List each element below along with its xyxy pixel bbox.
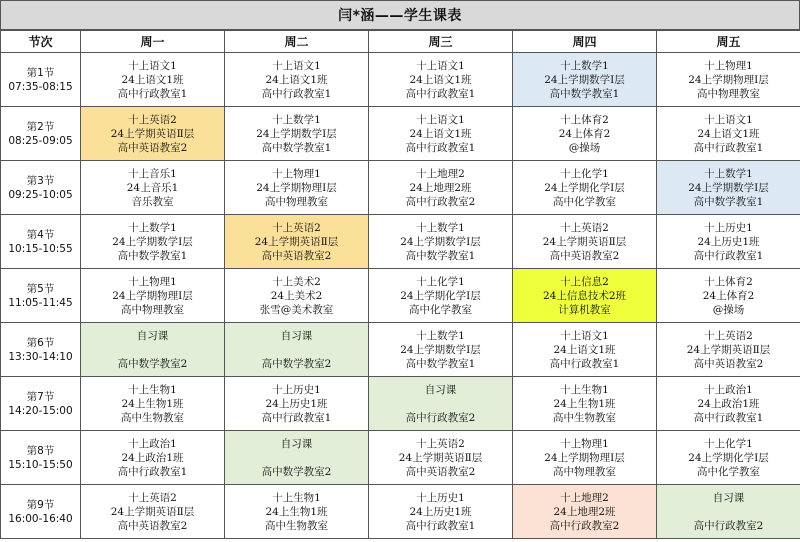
class-cell-wednesday <box>369 431 513 485</box>
period-time: 08:25-09:05 <box>8 134 73 147</box>
class-cell-friday <box>657 215 800 269</box>
header-friday: 周五 <box>657 31 800 53</box>
class-group: 24上学期英语Ⅱ层 <box>542 235 627 248</box>
class-cell-tuesday <box>225 215 369 269</box>
course-name: 十上数学1 <box>416 329 465 342</box>
classroom: 高中行政教室1 <box>549 357 620 370</box>
classroom: 高中行政教室1 <box>405 519 476 532</box>
classroom: 高中化学教室 <box>553 195 616 208</box>
classroom: 高中物理教室 <box>265 195 328 208</box>
class-cell-monday <box>81 269 225 323</box>
course-name: 自习课 <box>280 330 313 342</box>
course-name: 十上语文1 <box>416 59 465 72</box>
classroom: 高中行政教室1 <box>405 141 476 154</box>
class-group: 24上生物1班 <box>265 505 328 518</box>
classroom: 高中数学教室1 <box>405 249 476 262</box>
course-name: 十上美术2 <box>272 275 321 288</box>
class-group: 24上体育2 <box>702 289 755 302</box>
class-group: 24上学期数学Ⅰ层 <box>400 343 481 356</box>
class-cell-tuesday <box>225 269 369 323</box>
class-cell-tuesday <box>225 431 369 485</box>
course-name: 十上语文1 <box>272 59 321 72</box>
classroom: 高中行政教室1 <box>261 411 332 424</box>
classroom: 高中数学教室2 <box>261 466 332 478</box>
table-row <box>1 323 800 377</box>
class-group: 24上体育2 <box>558 127 611 140</box>
course-name: 十上化学1 <box>560 167 609 180</box>
class-cell-friday <box>657 107 800 161</box>
class-group: 24上美术2 <box>270 289 323 302</box>
class-group: 24上历史1班 <box>409 505 472 518</box>
period-cell <box>1 161 81 215</box>
class-cell-wednesday <box>369 53 513 107</box>
course-name: 十上体育2 <box>560 113 609 126</box>
course-name: 十上物理1 <box>560 437 609 450</box>
classroom: 高中化学教室 <box>409 303 472 316</box>
class-group <box>657 505 800 519</box>
header-row <box>1 31 800 53</box>
period-cell <box>1 431 81 485</box>
class-group: 24上语文1班 <box>265 73 328 86</box>
class-cell-wednesday <box>369 323 513 377</box>
course-name: 十上英语2 <box>704 329 753 342</box>
classroom: 计算机教室 <box>558 303 611 316</box>
course-name: 十上数学1 <box>560 59 609 72</box>
header-wednesday: 周三 <box>369 31 513 53</box>
header-monday: 周一 <box>81 31 225 53</box>
class-group: 24上语文1班 <box>553 343 616 356</box>
classroom: 高中数学教室1 <box>405 357 476 370</box>
course-name: 十上英语2 <box>416 437 465 450</box>
course-name: 十上语文1 <box>704 113 753 126</box>
course-name: 十上数学1 <box>272 113 321 126</box>
class-cell-wednesday <box>369 269 513 323</box>
course-name: 十上历史1 <box>704 221 753 234</box>
classroom: 高中行政教室1 <box>693 141 764 154</box>
class-group: 24上学期物理Ⅰ层 <box>544 451 625 464</box>
class-cell-monday <box>81 107 225 161</box>
period-time: 10:15-10:55 <box>8 242 73 255</box>
class-cell-friday <box>657 53 800 107</box>
classroom: 高中数学教室1 <box>261 141 332 154</box>
classroom: 高中数学教室1 <box>117 249 188 262</box>
classroom: 高中英语教室2 <box>117 519 188 532</box>
classroom: 高中数学教室2 <box>261 358 332 370</box>
classroom: 高中行政教室1 <box>405 87 476 100</box>
class-cell-thursday <box>513 485 657 539</box>
class-cell-friday <box>657 377 800 431</box>
period-name: 第4节 <box>26 228 55 241</box>
class-cell-wednesday <box>369 377 513 431</box>
course-name: 十上政治1 <box>128 437 177 450</box>
class-cell-monday <box>81 431 225 485</box>
class-group: 24上学期化学Ⅰ层 <box>544 181 625 194</box>
period-time: 15:10-15:50 <box>8 458 73 471</box>
table-row <box>1 161 800 215</box>
class-cell-friday <box>657 161 800 215</box>
course-name: 十上物理1 <box>704 59 753 72</box>
header-period: 节次 <box>1 31 81 53</box>
classroom: 高中英语教室2 <box>261 249 332 262</box>
class-group: 24上学期英语Ⅱ层 <box>110 127 195 140</box>
class-group <box>225 343 368 357</box>
class-cell-friday <box>657 269 800 323</box>
class-group: 24上学期化学Ⅰ层 <box>688 451 769 464</box>
class-cell-wednesday <box>369 107 513 161</box>
classroom: 音乐教室 <box>131 195 174 208</box>
course-name: 十上物理1 <box>128 275 177 288</box>
classroom: 高中生物教室 <box>553 411 616 424</box>
period-cell <box>1 485 81 539</box>
class-group: 24上信息技术2班 <box>542 289 627 302</box>
class-cell-monday <box>81 53 225 107</box>
period-name: 第7节 <box>26 390 55 403</box>
class-cell-monday <box>81 323 225 377</box>
course-name: 十上数学1 <box>416 221 465 234</box>
classroom: 高中行政教室1 <box>117 87 188 100</box>
course-name: 十上政治1 <box>704 383 753 396</box>
classroom: 高中行政教室1 <box>261 87 332 100</box>
period-cell <box>1 269 81 323</box>
class-group: 24上学期数学Ⅰ层 <box>544 73 625 86</box>
course-name: 十上英语2 <box>272 221 321 234</box>
classroom: 高中数学教室2 <box>117 358 188 370</box>
class-group: 24上历史1班 <box>697 235 760 248</box>
period-name: 第5节 <box>26 282 55 295</box>
class-group: 24上政治1班 <box>697 397 760 410</box>
class-group: 24上学期英语Ⅱ层 <box>110 505 195 518</box>
classroom: 高中英语教室2 <box>117 141 188 154</box>
header-tuesday: 周二 <box>225 31 369 53</box>
class-group: 24上政治1班 <box>121 451 184 464</box>
course-name: 十上语文1 <box>416 113 465 126</box>
class-cell-thursday <box>513 161 657 215</box>
table-row <box>1 377 800 431</box>
class-cell-thursday <box>513 431 657 485</box>
period-name: 第2节 <box>26 120 55 133</box>
class-group: 24上学期物理Ⅰ层 <box>688 73 769 86</box>
class-cell-friday <box>657 323 800 377</box>
table-row <box>1 107 800 161</box>
classroom: 高中化学教室 <box>697 465 760 478</box>
class-group: 24上学期英语Ⅱ层 <box>686 343 771 356</box>
class-group: 24上学期物理Ⅰ层 <box>112 289 193 302</box>
period-time: 09:25-10:05 <box>8 188 73 201</box>
course-name: 自习课 <box>280 438 313 450</box>
class-group: 24上学期物理Ⅰ层 <box>256 181 337 194</box>
period-time: 14:20-15:00 <box>8 404 73 417</box>
class-cell-tuesday <box>225 323 369 377</box>
classroom: 高中行政教室2 <box>693 520 764 532</box>
class-cell-thursday <box>513 53 657 107</box>
class-group: 24上地理2班 <box>409 181 472 194</box>
table-row <box>1 215 800 269</box>
period-time: 13:30-14:10 <box>8 350 73 363</box>
class-group: 24上语文1班 <box>409 73 472 86</box>
course-name: 十上生物1 <box>560 383 609 396</box>
class-cell-thursday <box>513 269 657 323</box>
period-cell <box>1 53 81 107</box>
class-group: 24上学期数学Ⅰ层 <box>688 181 769 194</box>
class-cell-tuesday <box>225 53 369 107</box>
class-group: 24上语文1班 <box>409 127 472 140</box>
class-cell-tuesday <box>225 161 369 215</box>
classroom: 高中英语教室2 <box>693 357 764 370</box>
class-group: 24上学期数学Ⅰ层 <box>256 127 337 140</box>
class-group: 24上学期化学Ⅰ层 <box>400 289 481 302</box>
class-cell-wednesday <box>369 485 513 539</box>
period-name: 第6节 <box>26 336 55 349</box>
course-name: 十上语文1 <box>128 59 177 72</box>
classroom: 高中生物教室 <box>121 411 184 424</box>
course-name: 十上地理2 <box>416 167 465 180</box>
course-name: 十上生物1 <box>272 491 321 504</box>
classroom: 高中行政教室1 <box>693 411 764 424</box>
course-name: 十上英语2 <box>128 113 177 126</box>
period-name: 第3节 <box>26 174 55 187</box>
table-row <box>1 269 800 323</box>
period-cell <box>1 215 81 269</box>
period-name: 第1节 <box>26 66 55 79</box>
classroom: 高中行政教室2 <box>405 412 476 424</box>
table-row <box>1 485 800 539</box>
classroom: 高中数学教室1 <box>549 87 620 100</box>
class-cell-monday <box>81 377 225 431</box>
class-cell-tuesday <box>225 485 369 539</box>
classroom: 高中生物教室 <box>265 519 328 532</box>
course-name: 自习课 <box>424 384 457 396</box>
classroom: 高中行政教室2 <box>549 519 620 532</box>
class-group: 24上音乐1 <box>126 181 179 194</box>
course-name: 自习课 <box>712 492 745 504</box>
classroom: @操场 <box>712 303 745 316</box>
class-cell-thursday <box>513 107 657 161</box>
class-cell-friday <box>657 431 800 485</box>
course-name: 十上化学1 <box>704 437 753 450</box>
classroom: 高中行政教室1 <box>693 249 764 262</box>
class-group: 24上学期英语Ⅱ层 <box>254 235 339 248</box>
classroom: 高中英语教室2 <box>405 465 476 478</box>
classroom: 高中物理教室 <box>553 465 616 478</box>
course-name: 十上物理1 <box>272 167 321 180</box>
class-cell-tuesday <box>225 107 369 161</box>
timetable-title: 闫*涵——学生课表 <box>0 0 800 30</box>
course-name: 十上数学1 <box>704 167 753 180</box>
class-group <box>81 343 224 357</box>
period-time: 07:35-08:15 <box>8 80 73 93</box>
class-group: 24上学期数学Ⅰ层 <box>112 235 193 248</box>
course-name: 十上化学1 <box>416 275 465 288</box>
period-name: 第8节 <box>26 444 55 457</box>
course-name: 十上英语2 <box>560 221 609 234</box>
class-group: 24上语文1班 <box>121 73 184 86</box>
course-name: 十上历史1 <box>272 383 321 396</box>
class-cell-monday <box>81 485 225 539</box>
class-group: 24上生物1班 <box>553 397 616 410</box>
class-group: 24上地理2班 <box>553 505 616 518</box>
table-row <box>1 53 800 107</box>
course-name: 十上音乐1 <box>128 167 177 180</box>
period-time: 16:00-16:40 <box>8 512 73 525</box>
classroom: 高中行政教室1 <box>117 465 188 478</box>
course-name: 自习课 <box>136 330 169 342</box>
timetable <box>0 30 800 539</box>
course-name: 十上语文1 <box>560 329 609 342</box>
classroom: @操场 <box>568 141 601 154</box>
course-name: 十上英语2 <box>128 491 177 504</box>
class-cell-tuesday <box>225 377 369 431</box>
course-name: 十上体育2 <box>704 275 753 288</box>
class-cell-thursday <box>513 215 657 269</box>
class-group: 24上学期数学Ⅰ层 <box>400 235 481 248</box>
header-thursday: 周四 <box>513 31 657 53</box>
period-name: 第9节 <box>26 498 55 511</box>
class-group <box>225 451 368 465</box>
course-name: 十上历史1 <box>416 491 465 504</box>
classroom: 高中物理教室 <box>121 303 184 316</box>
classroom: 高中物理教室 <box>697 87 760 100</box>
class-cell-monday <box>81 161 225 215</box>
classroom: 高中数学教室1 <box>693 195 764 208</box>
class-group: 24上语文1班 <box>697 127 760 140</box>
period-cell <box>1 107 81 161</box>
classroom: 高中英语教室2 <box>549 249 620 262</box>
class-cell-wednesday <box>369 161 513 215</box>
class-cell-friday <box>657 485 800 539</box>
class-group: 24上生物1班 <box>121 397 184 410</box>
course-name: 十上地理2 <box>560 491 609 504</box>
class-group: 24上历史1班 <box>265 397 328 410</box>
course-name: 十上数学1 <box>128 221 177 234</box>
period-cell <box>1 323 81 377</box>
class-cell-monday <box>81 215 225 269</box>
class-cell-thursday <box>513 323 657 377</box>
class-cell-thursday <box>513 377 657 431</box>
class-group: 24上学期英语Ⅱ层 <box>398 451 483 464</box>
class-cell-wednesday <box>369 215 513 269</box>
classroom: 高中行政教室2 <box>405 195 476 208</box>
table-row <box>1 431 800 485</box>
course-name: 十上生物1 <box>128 383 177 396</box>
period-cell <box>1 377 81 431</box>
class-group <box>369 397 512 411</box>
course-name: 十上信息2 <box>560 275 609 288</box>
classroom: 张雪@美术教室 <box>259 303 334 316</box>
period-time: 11:05-11:45 <box>8 296 73 309</box>
